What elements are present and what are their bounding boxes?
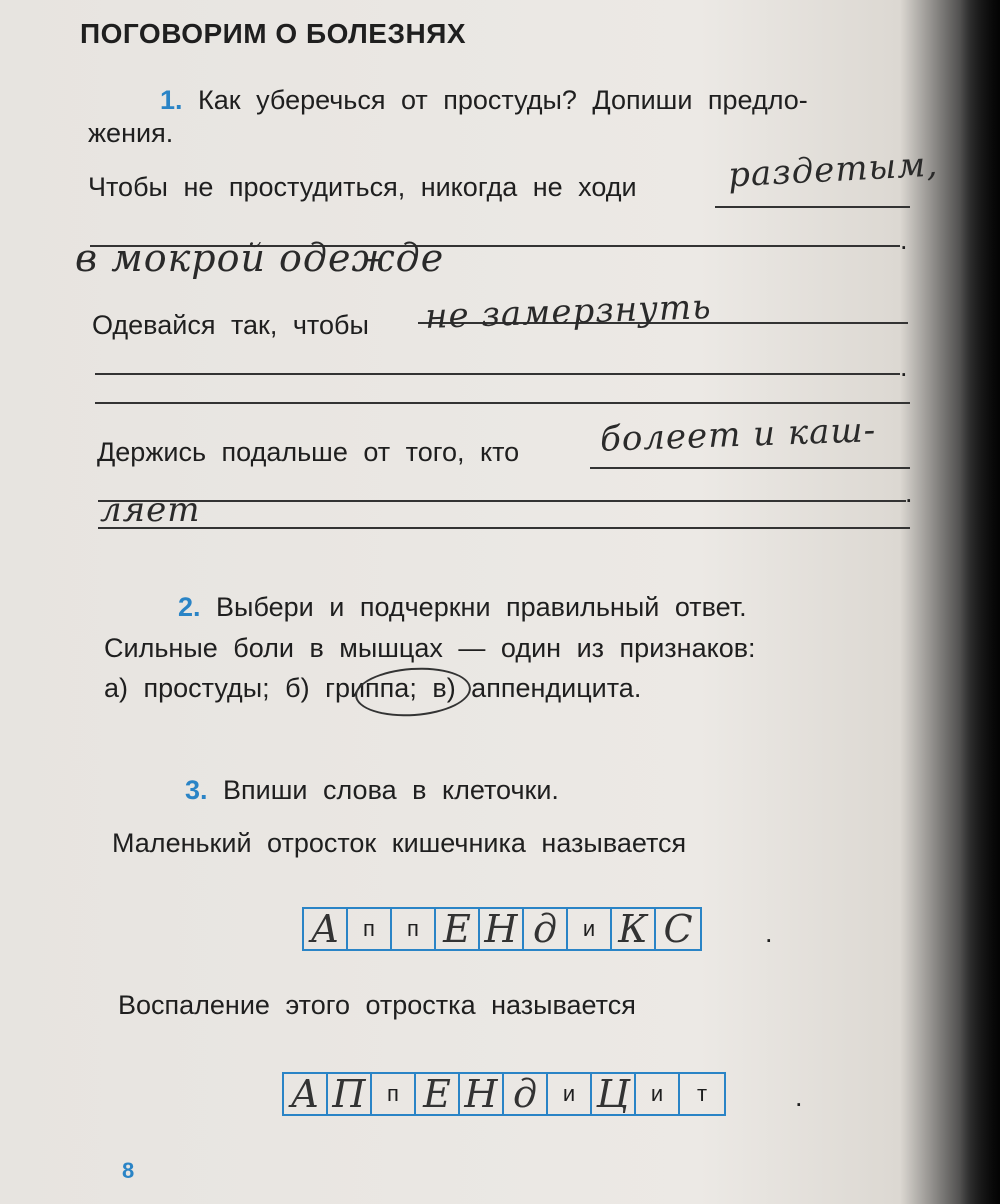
task3-prompt-line	[185, 775, 559, 806]
answer-line	[98, 527, 910, 529]
task1-prompt: Как уберечься от простуды? Допиши предло-	[198, 85, 808, 115]
task1-sentence3: Держись подальше от того, кто	[97, 437, 520, 467]
sentence-end-dot: .	[765, 918, 773, 948]
handwritten-answer: в мокрой одежде	[75, 236, 445, 280]
letter-cell	[480, 909, 524, 949]
handwritten-letter: Е	[423, 1072, 451, 1116]
sentence-end-dot: .	[900, 352, 908, 382]
handwritten-answer: не замерзнуть	[424, 287, 713, 337]
letter-cell	[416, 1074, 460, 1114]
letter-cells-word2	[282, 1072, 726, 1116]
task3-prompt: Впиши слова в клеточки.	[223, 775, 559, 805]
printed-letter: п	[387, 1081, 399, 1106]
printed-letter: п	[363, 916, 375, 941]
option-b: гриппа;	[325, 673, 417, 703]
task1-number: 1.	[160, 85, 183, 115]
printed-letter: и	[582, 916, 596, 941]
task3-question2: Воспаление этого отростка называется	[118, 990, 636, 1020]
letter-cell	[328, 1074, 372, 1114]
letter-cell	[284, 1074, 328, 1114]
task2-question: Сильные боли в мышцах — один из признаков:	[104, 633, 756, 663]
page-title: ПОГОВОРИМ О БОЛЕЗНЯХ	[80, 18, 467, 49]
letter-cell	[568, 909, 612, 949]
printed-letter: п	[407, 916, 419, 941]
handwritten-answer: ляет	[100, 490, 201, 530]
answer-line	[715, 206, 910, 208]
letter-cell	[636, 1074, 680, 1114]
page-number: 8	[122, 1158, 135, 1183]
binding-shadow	[960, 0, 1000, 1204]
handwritten-letter: Н	[484, 907, 518, 951]
letter-cell	[592, 1074, 636, 1114]
letter-cell	[612, 909, 656, 949]
handwritten-letter: Ц	[596, 1072, 630, 1116]
letter-cell	[504, 1074, 548, 1114]
letter-cell	[656, 909, 700, 949]
printed-letter: и	[562, 1081, 576, 1106]
task2-number: 2.	[178, 592, 201, 622]
handwritten-letter: К	[618, 907, 648, 951]
letter-cell	[524, 909, 568, 949]
answer-line	[95, 402, 910, 404]
handwritten-letter: С	[663, 907, 693, 951]
letter-cell	[680, 1074, 724, 1114]
letter-cell	[436, 909, 480, 949]
option-a: а) простуды;	[104, 673, 270, 703]
handwritten-letter: Н	[464, 1072, 498, 1116]
task1-prompt-line1	[160, 85, 808, 116]
letter-cell	[548, 1074, 592, 1114]
handwritten-answer: болеет и каш-	[599, 410, 877, 460]
letter-cell	[460, 1074, 504, 1114]
option-c: в) аппендицита.	[432, 673, 642, 703]
letter-cell	[372, 1074, 416, 1114]
answer-line	[590, 467, 910, 469]
handwritten-letter: д	[532, 907, 558, 951]
task1-sentence2: Одевайся так, чтобы	[92, 310, 369, 340]
printed-letter: и	[650, 1081, 664, 1106]
handwritten-answer: раздетым,	[727, 144, 940, 196]
task1-prompt-line2: жения.	[88, 118, 174, 148]
option-b-prefix: б)	[285, 673, 310, 703]
sentence-end-dot: .	[900, 225, 908, 255]
handwritten-letter: д	[512, 1072, 538, 1116]
letter-cell	[392, 909, 436, 949]
task3-number: 3.	[185, 775, 208, 805]
handwritten-letter: П	[332, 1072, 366, 1116]
letter-cell	[348, 909, 392, 949]
task1-sentence1: Чтобы не простудиться, никогда не ходи	[88, 172, 637, 202]
handwritten-letter: А	[310, 907, 340, 951]
handwritten-letter: А	[290, 1072, 320, 1116]
handwritten-letter: Е	[443, 907, 471, 951]
task2-prompt: Выбери и подчеркни правильный ответ.	[216, 592, 747, 622]
task2-prompt-line	[178, 592, 747, 623]
sentence-end-dot: .	[795, 1082, 803, 1112]
sentence-end-dot: .	[905, 478, 913, 508]
letter-cells-word1	[302, 907, 702, 951]
task3-question1: Маленький отросток кишечника называется	[112, 828, 687, 858]
printed-letter: т	[696, 1081, 708, 1106]
answer-line	[98, 500, 906, 502]
answer-line	[95, 373, 900, 375]
letter-cell	[304, 909, 348, 949]
